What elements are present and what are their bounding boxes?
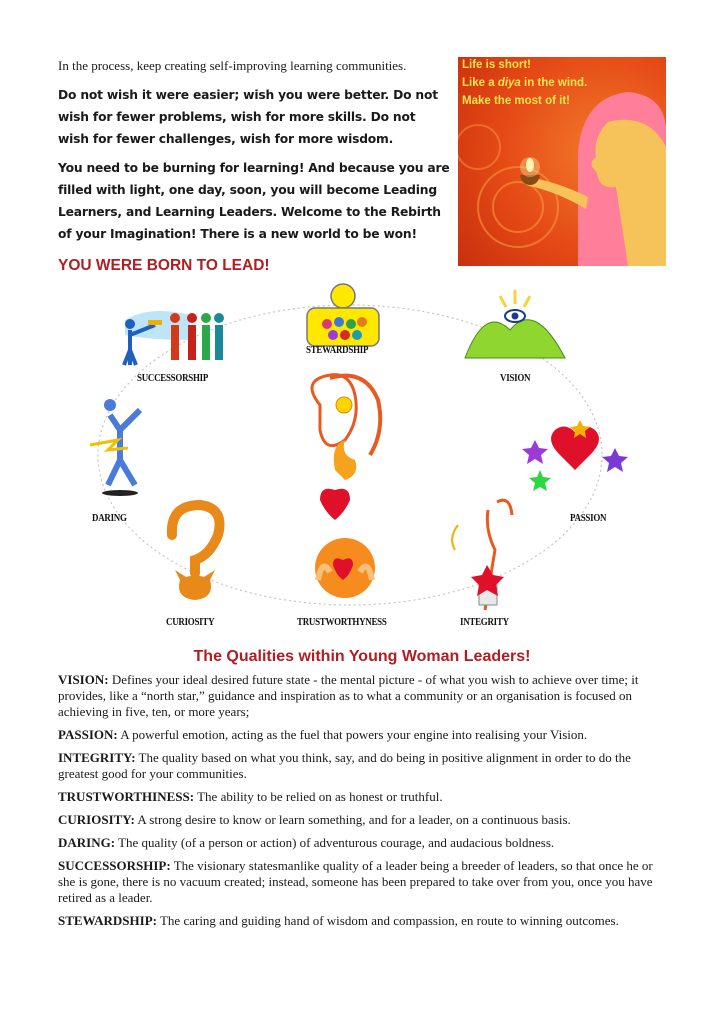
definition-text: The visionary statesmanlike quality of a leader being a breeder of leaders, so that once he or she is gone, there is no vacuum created; instead, someone has been prepared to take over from you, once you have retired as a leader.	[58, 858, 653, 905]
central-woman-icon	[312, 375, 380, 520]
daring-icon	[90, 399, 140, 496]
burning-paragraph: You need to be burning for learning! And because you are filled with light, one day, soon, you will become Leading Learners, and Learning Leaders. Welcome to the Rebirth of your Imagination! There is a new world to be won!	[58, 161, 450, 241]
label-integrity: INTEGRITY	[460, 617, 509, 628]
definition-text: Defines your ideal desired future state - the mental picture - of what you wish to achieve over time; it provides, like a “north star,” guidance and inspiration as to what a community or an organisation is focused on achieving in five, ten, or more years;	[58, 672, 639, 719]
definition-daring	[58, 835, 668, 851]
wish-paragraph: Do not wish it were easier; wish you were better. Do not wish for fewer problems, wish for more skills. Do not wish for fewer challenges, wish for more wisdom.	[58, 88, 438, 146]
qualities-diagram	[0, 280, 724, 640]
qualities-circle-graphic	[0, 280, 724, 640]
definition-successorship	[58, 858, 668, 906]
definition-vision	[58, 672, 668, 720]
label-successorship: SUCCESSORSHIP	[137, 373, 209, 384]
definition-text: A strong desire to know or learn something, and for a leader, on a continuous basis.	[134, 812, 571, 827]
definition-text: The quality (of a person or action) of adventurous courage, and audacious boldness.	[115, 835, 555, 850]
qualities-title: The Qualities within Young Woman Leaders!	[193, 648, 531, 665]
label-vision: VISION	[500, 373, 531, 384]
integrity-icon	[452, 500, 512, 610]
definition-text: The ability to be relied on as honest or truthful.	[194, 789, 443, 804]
definitions-list	[58, 672, 668, 936]
passion-icon	[522, 420, 628, 491]
label-passion: PASSION	[570, 513, 607, 524]
label-curiosity: CURIOSITY	[166, 617, 215, 628]
term: VISION:	[58, 672, 109, 687]
label-stewardship: STEWARDSHIP	[306, 345, 369, 356]
poster-line-2-post: in the wind.	[520, 77, 588, 89]
definition-text: A powerful emotion, acting as the fuel that powers your engine into realising your Vision.	[117, 727, 588, 742]
poster-line-2-pre: Like a	[462, 77, 498, 89]
definition-text: The caring and guiding hand of wisdom and compassion, en route to winning outcomes.	[156, 913, 619, 928]
poster-line-1: Life is short!	[462, 59, 532, 71]
definition-text: The quality based on what you think, say, and do being in positive alignment in order to do the greatest good for your communities.	[58, 750, 631, 781]
term: STEWARDSHIP:	[58, 913, 157, 928]
poster-line-2-italic: diya	[497, 77, 521, 89]
definition-integrity	[58, 750, 668, 782]
term: PASSION:	[58, 727, 118, 742]
poster-line-2	[462, 77, 587, 89]
label-trustworthyness: TRUSTWORTHYNESS	[297, 617, 387, 628]
born-to-lead-heading: YOU WERE BORN TO LEAD!	[58, 257, 270, 274]
term: CURIOSITY:	[58, 812, 135, 827]
vision-icon	[465, 290, 565, 358]
definition-passion	[58, 727, 668, 743]
definition-trustworthiness	[58, 789, 668, 805]
term: DARING:	[58, 835, 116, 850]
stewardship-icon	[307, 284, 379, 346]
poster-line-3: Make the most of it!	[462, 95, 570, 107]
definition-stewardship	[58, 913, 668, 929]
term: TRUSTWORTHINESS:	[58, 789, 195, 804]
definition-curiosity	[58, 812, 668, 828]
successorship-icon	[124, 311, 224, 365]
curiosity-icon	[172, 505, 220, 600]
intro-text: In the process, keep creating self-improving learning communities.	[58, 58, 407, 73]
term: SUCCESSORSHIP:	[58, 858, 171, 873]
diya-poster	[458, 57, 666, 266]
term: INTEGRITY:	[58, 750, 136, 765]
trustworthyness-icon	[315, 538, 375, 598]
label-daring: DARING	[92, 513, 127, 524]
